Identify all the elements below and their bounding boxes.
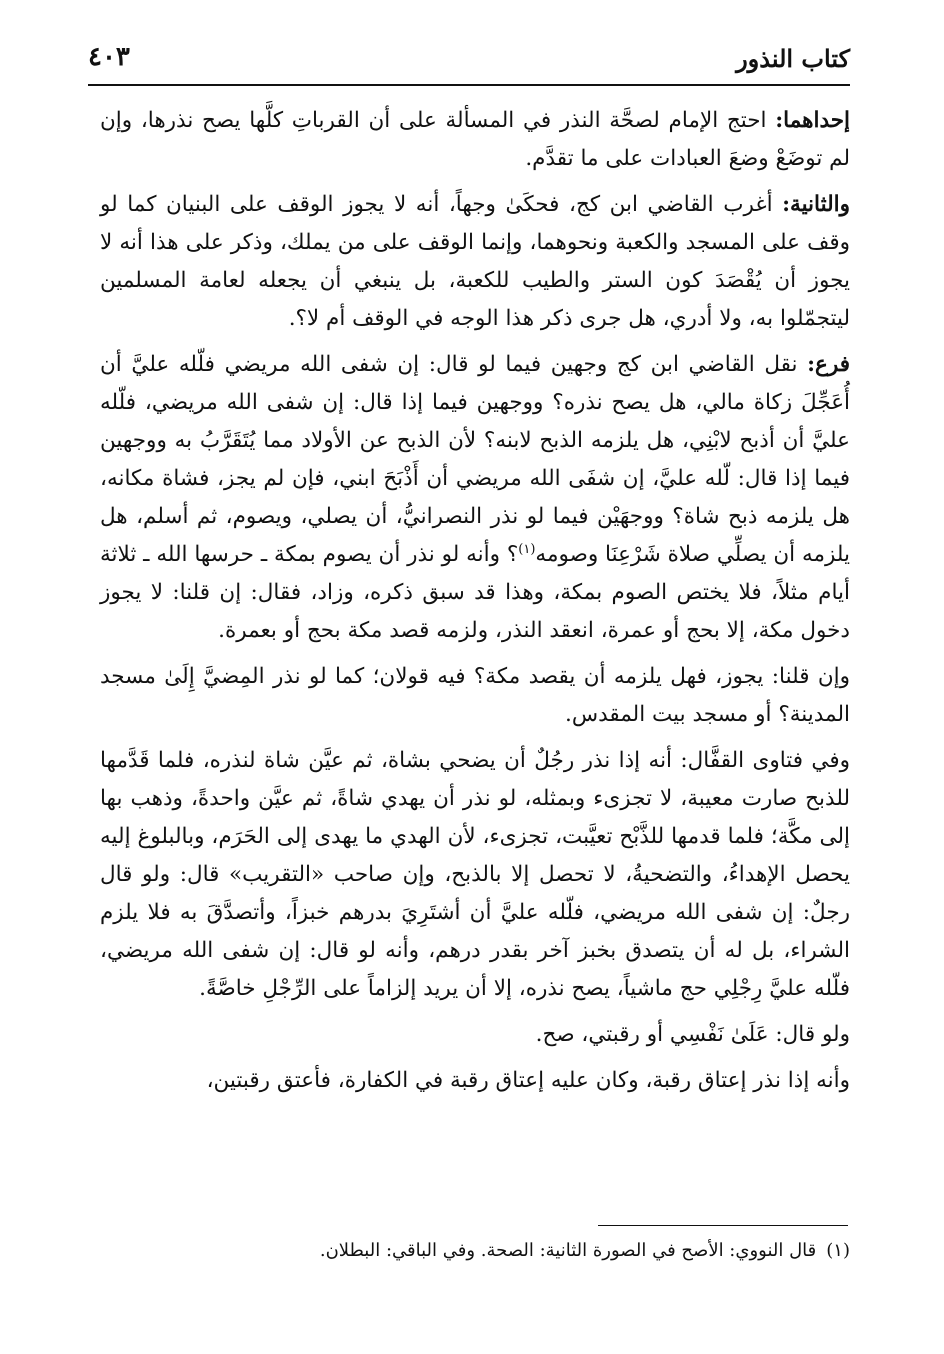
paragraph-lead: والثانية: xyxy=(782,192,850,217)
paragraph-3 xyxy=(100,346,850,650)
paragraph-lead: إحداهما: xyxy=(775,108,850,133)
paragraph-text: أغرب القاضي ابن كج، فحكَىٰ وجهاً، أنه لا يجوز الوقف على البنيان كما لو وقف على المسجد والكعبة ونحوهما، وإنما الوقف على من يملك، وذكر على هذا أنه لا يجوز أن يُقْصَدَ كون الستر والطيب للكعبة، بل ينبغي أن يجعله لعامة المسلمين ليتجمّلوا به، ولا أدري، هل جرى ذكر هذا الوجه في الوقف أم لا؟. xyxy=(100,192,850,331)
paragraph-5 xyxy=(100,742,850,1008)
paragraph-text: وأنه إذا نذر إعتاق رقبة، وكان عليه إعتاق رقبة في الكفارة، فأعتق رقبتين، xyxy=(206,1068,850,1093)
paragraph-text: وإن قلنا: يجوز، فهل يلزمه أن يقصد مكة؟ فيه قولان؛ كما لو نذر المِضيَّ إِلَىٰ مسجد المدينة؟ أو مسجد بيت المقدس. xyxy=(100,664,850,727)
paragraph-2 xyxy=(100,186,850,338)
footnote-mark: (١) xyxy=(826,1240,850,1261)
paragraph-6 xyxy=(100,1016,850,1054)
paragraph-text: ولو قال: عَلَىٰ نَفْسِي أو رقبتي، صح. xyxy=(535,1022,850,1047)
header-rule xyxy=(88,84,850,86)
paragraph-7 xyxy=(100,1062,850,1100)
paragraph-text: ؟ وأنه لو نذر أن يصوم بمكة ـ حرسها الله ـ ثلاثة أيام مثلاً، فلا يختص الصوم بمكة، وهذا قد سبق ذكره، وزاد، فقال: إن قلنا: لا يجوز دخول مكة، إلا بحج أو عمرة، انعقد النذر، ولزمه قصد مكة بحج أو بعمرة. xyxy=(100,542,850,643)
footnote-reference[interactable]: (١) xyxy=(518,541,536,557)
paragraph-text: احتج الإمام لصحَّة النذر في المسألة على أن القرباتِ كلَّها يصح نذرها، وإن لم توضَعْ وضعَ العبادات على ما تقدَّم. xyxy=(100,108,850,171)
main-text xyxy=(100,102,850,1108)
paragraph-lead: فرع: xyxy=(807,352,850,377)
page-number: ٤٠٣ xyxy=(88,42,130,72)
footnote-text: قال النووي: الأصح في الصورة الثانية: الصحة. وفي الباقي: البطلان. xyxy=(319,1240,817,1261)
paragraph-text: نقل القاضي ابن كج وجهين فيما لو قال: إن شفى الله مريضي فلّله عليَّ أن أُعَجِّلَ زكاة مالي، هل يصح نذره؟ ووجهين فيما إذا قال: إن شفى الله مريضي، فلّله عليَّ أن أذبح لابْنِي، هل يلزمه الذبح لابنه؟ لأن الذبح عن الأولاد مما يُتَقَرَّبُ به ووجهين فيما إذا قال: لّله عليَّ، إن شفَى الله مريضي أن أَذْبَحَ ابني، فإن لم يجز، فشاة مكانه، هل يلزمه ذبح شاة؟ ووجهَيْن فيما لو نذر النصرانيُّ، أن يصلي، ويصوم، ثم أسلم، هل يلزمه أن يصلِّي صلاة شَرْعِنَا وصومه xyxy=(100,352,850,567)
footnote xyxy=(100,1236,850,1266)
footnote-separator xyxy=(598,1225,848,1226)
paragraph-1 xyxy=(100,102,850,178)
chapter-title: كتاب النذور xyxy=(736,44,850,73)
running-header xyxy=(88,40,850,80)
paragraph-4 xyxy=(100,658,850,734)
paragraph-text: وفي فتاوى القفَّال: أنه إذا نذر رجُلٌ أن يضحي بشاة، ثم عيَّن شاة لنذره، فلما قَدَّمها للذبح صارت معيبة، لا تجزىء وبمثله، لو نذر أن يهدي شاةً، ثم عيَّن واحدةً، وذهب بها إلى مكَّة؛ فلما قدمها للذَّبْح تعيَّبت، تجزىء، لأن الهدي ما يهدى إلى الحَرَم، وبالبلوغ إليه يحصل الإهداءُ، والتضحيةُ، لا تحصل إلا بالذبح، وإن صاحب «التقريب» قال: ولو قال رجلٌ: إن شفى الله مريضي، فلّله عليَّ أن أشتَرِيَ بدرهم خبزاً، وأتصدَّقَ به فلا يلزم الشراء، بل له أن يتصدق بخبز آخر بقدر درهم، وأنه لو قال: إن شفى الله مريضي، فلّله عليَّ رِجْلِي حج ماشياً، يصح نذره، إلا أن يريد إلزاماً على الرِّجْلِ خاصَّةً. xyxy=(100,748,850,1001)
